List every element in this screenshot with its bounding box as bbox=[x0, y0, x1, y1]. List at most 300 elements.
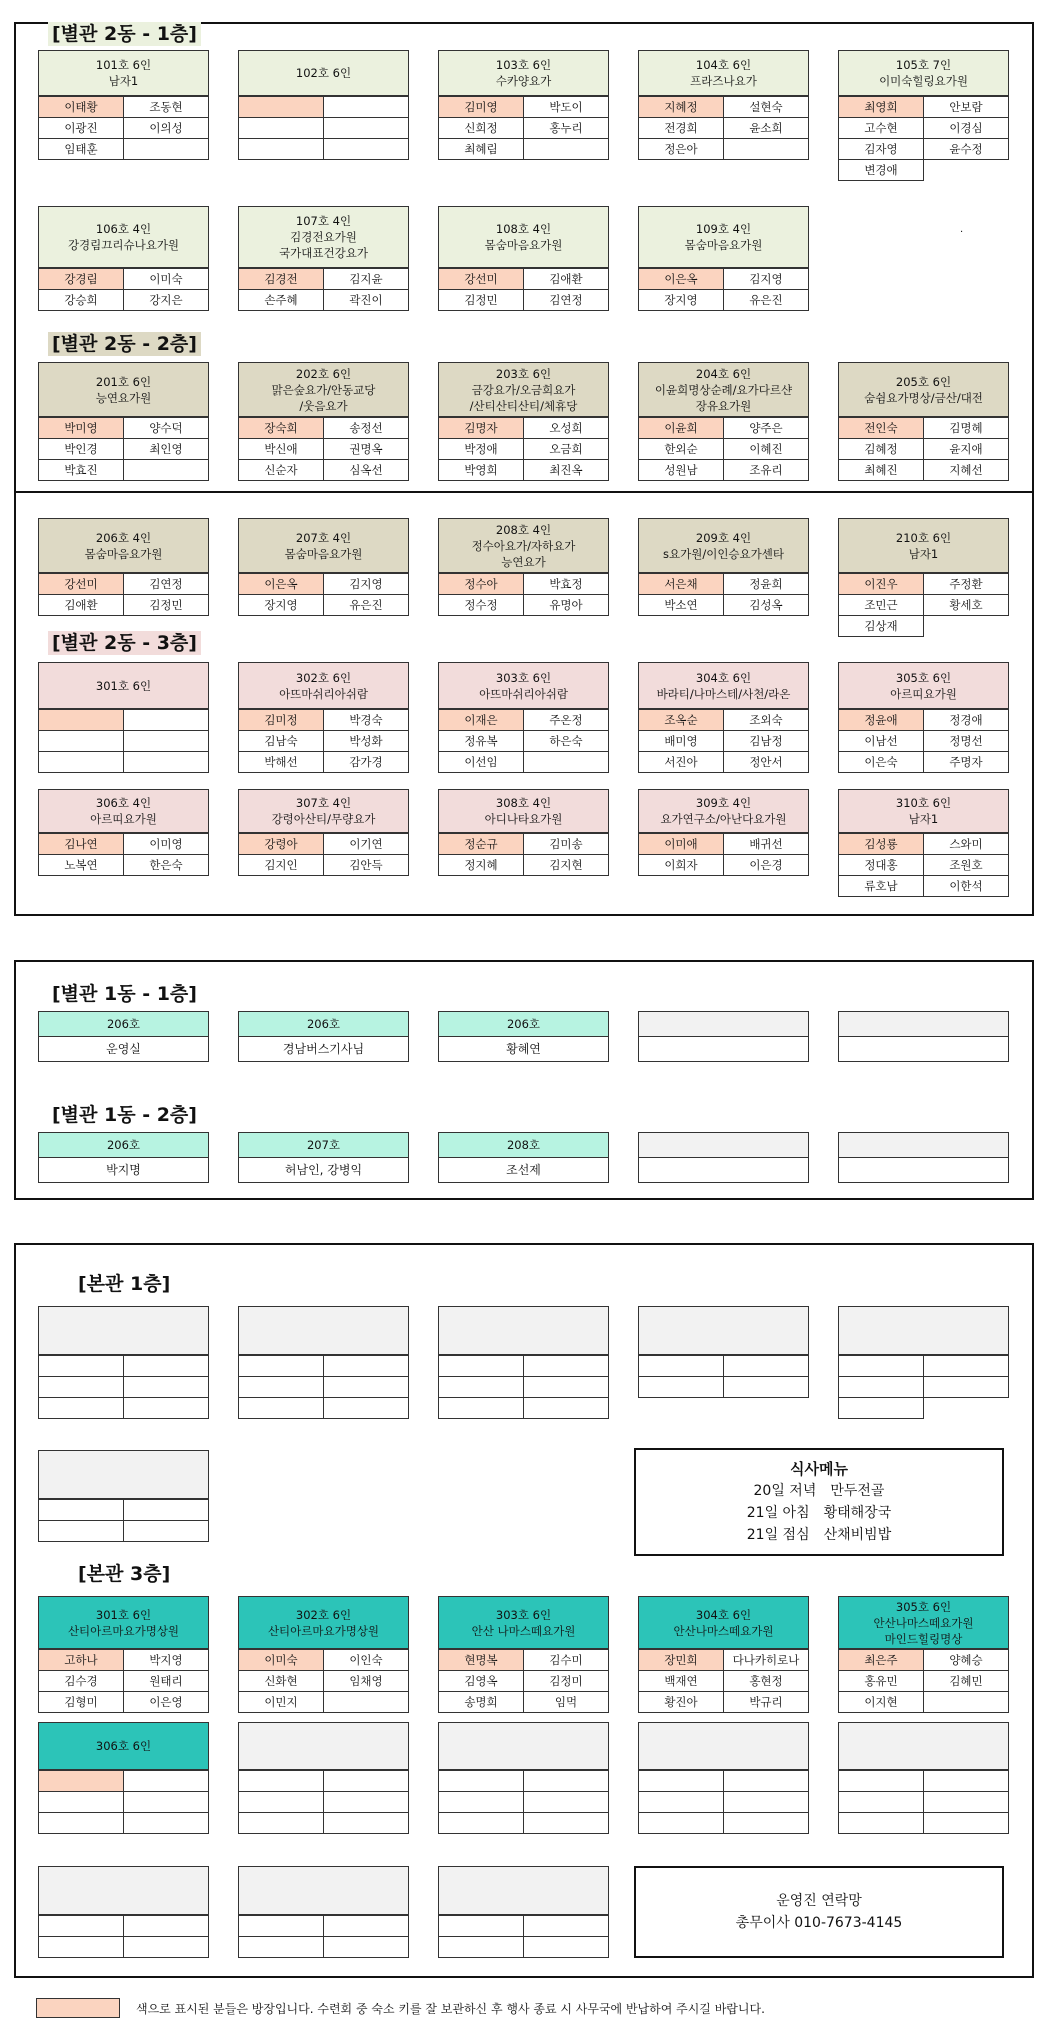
occupant-cell bbox=[439, 1377, 524, 1398]
room-group-name: /산티산티산티/체휴당 bbox=[469, 398, 578, 413]
occupant-cell: 신화현 bbox=[239, 1671, 324, 1692]
section-title-main-f3: [본관 3층] bbox=[78, 1563, 171, 1585]
occupant-cell: 유명아 bbox=[524, 595, 609, 616]
occupant-cell: 조동현 bbox=[124, 97, 209, 118]
occupant-cell bbox=[39, 1792, 124, 1813]
room-occupant-table bbox=[838, 833, 1009, 897]
occupant-cell: 지혜선 bbox=[924, 460, 1009, 481]
occupant-cell: 조선제 bbox=[438, 1158, 609, 1183]
meal-row bbox=[636, 1524, 1002, 1546]
room-title bbox=[438, 50, 609, 96]
occupant-cell: 이윤희 bbox=[639, 418, 724, 439]
room-group-name: 안산나마스떼요가원 bbox=[673, 1623, 774, 1638]
room-annex2-309 bbox=[638, 789, 809, 876]
room-group-name: 아뜨마쉬리아쉬람 bbox=[279, 686, 368, 701]
occupant-cell: 장숙희 bbox=[239, 418, 324, 439]
occupant-cell: 현명복 bbox=[439, 1650, 524, 1671]
occupant-cell bbox=[39, 1377, 124, 1398]
occupant-cell bbox=[39, 731, 124, 752]
room-occupant-table bbox=[438, 573, 609, 616]
occupant-cell: 이미숙 bbox=[239, 1650, 324, 1671]
occupant-cell: 오금희 bbox=[524, 439, 609, 460]
empty-cell bbox=[924, 1398, 1009, 1419]
occupant-cell: 정안서 bbox=[724, 752, 809, 773]
occupant-cell: 김영옥 bbox=[439, 1671, 524, 1692]
room-occupant-table bbox=[838, 573, 1009, 637]
occupant-cell: 홍누리 bbox=[524, 118, 609, 139]
occupant-cell: 이미영 bbox=[124, 834, 209, 855]
room-main3-304 bbox=[638, 1596, 809, 1713]
occupant-cell bbox=[724, 1771, 809, 1792]
room-title bbox=[838, 1722, 1009, 1770]
occupant-cell: 정순규 bbox=[439, 834, 524, 855]
room-annex2-204 bbox=[638, 362, 809, 481]
contact-box bbox=[634, 1866, 1004, 1958]
room-occupant-table bbox=[438, 268, 609, 311]
room-annex2-107 bbox=[238, 206, 409, 311]
stray-dot: . bbox=[960, 224, 964, 235]
occupant-cell bbox=[124, 710, 209, 731]
room-number-capacity: 309호 4인 bbox=[695, 796, 752, 810]
room-title bbox=[238, 789, 409, 833]
occupant-cell: 강선미 bbox=[439, 269, 524, 290]
occupant-cell: 주온정 bbox=[524, 710, 609, 731]
occupant-cell bbox=[239, 1937, 324, 1958]
occupant-cell: 신순자 bbox=[239, 460, 324, 481]
room-group-name: 국가대표건강요가 bbox=[279, 246, 368, 260]
occupant-cell: 다나카히로나 bbox=[724, 1650, 809, 1671]
occupant-cell: 곽진이 bbox=[324, 290, 409, 311]
room-annex2-308 bbox=[438, 789, 609, 876]
room-group-name: 마인드힐링명상 bbox=[884, 1631, 963, 1646]
room-title bbox=[38, 1596, 209, 1649]
room-occupant-table bbox=[638, 417, 809, 481]
room-group-name: 능연요가원 bbox=[95, 390, 152, 405]
room-occupant-table bbox=[838, 709, 1009, 773]
occupant-cell bbox=[838, 1037, 1009, 1062]
occupant-cell: 김혜정 bbox=[839, 439, 924, 460]
room-title bbox=[638, 206, 809, 268]
room-title bbox=[438, 1866, 609, 1915]
room-occupant-table bbox=[638, 573, 809, 616]
room-occupant-table bbox=[38, 417, 209, 481]
room-occupant-table bbox=[638, 96, 809, 160]
occupant-cell: 정수정 bbox=[439, 595, 524, 616]
occupant-cell: 김명자 bbox=[439, 418, 524, 439]
room-main3-empty bbox=[38, 1866, 209, 1958]
room-number-capacity: 201호 6인 bbox=[95, 374, 152, 389]
room-annex1-f2-1 bbox=[238, 1132, 409, 1183]
occupant-cell bbox=[324, 139, 409, 160]
room-annex2-102 bbox=[238, 50, 409, 160]
occupant-cell: 장지영 bbox=[239, 595, 324, 616]
room-title bbox=[838, 362, 1009, 417]
occupant-cell: 감가경 bbox=[324, 752, 409, 773]
occupant-cell: 이광진 bbox=[39, 118, 124, 139]
occupant-cell bbox=[839, 1398, 924, 1419]
meal-menu: 산채비빔밥 bbox=[823, 1527, 892, 1543]
room-group-name: 안산 나마스떼요가원 bbox=[471, 1623, 576, 1638]
occupant-cell: 원태리 bbox=[124, 1671, 209, 1692]
room-occupant-table bbox=[238, 1355, 409, 1419]
room-occupant-table bbox=[38, 1770, 209, 1834]
occupant-cell: 장민희 bbox=[639, 1650, 724, 1671]
room-group-name: 아디나타요가원 bbox=[484, 812, 563, 826]
occupant-cell: 설현숙 bbox=[724, 97, 809, 118]
occupant-cell: 김정민 bbox=[439, 290, 524, 311]
occupant-cell bbox=[124, 1813, 209, 1834]
room-number-capacity: 210호 6인 bbox=[895, 530, 952, 545]
room-annex1-f2-2 bbox=[438, 1132, 609, 1183]
room-annex2-202 bbox=[238, 362, 409, 481]
occupant-cell bbox=[439, 1916, 524, 1937]
room-occupant-table bbox=[238, 96, 409, 160]
occupant-cell: 이은숙 bbox=[839, 752, 924, 773]
room-annex2-209 bbox=[638, 518, 809, 616]
occupant-cell: 권명옥 bbox=[324, 439, 409, 460]
room-annex2-307 bbox=[238, 789, 409, 876]
occupant-cell bbox=[124, 1937, 209, 1958]
occupant-cell bbox=[124, 1377, 209, 1398]
room-title: 206호 bbox=[438, 1011, 609, 1037]
occupant-cell bbox=[439, 1937, 524, 1958]
occupant-cell: 이혜진 bbox=[724, 439, 809, 460]
occupant-cell bbox=[124, 1356, 209, 1377]
room-occupant-table bbox=[38, 96, 209, 160]
section-title-annex2-f2: [별관 2동 - 2층] bbox=[48, 332, 201, 356]
occupant-cell: 이미숙 bbox=[124, 269, 209, 290]
occupant-cell: 김연정 bbox=[524, 290, 609, 311]
room-title bbox=[438, 1306, 609, 1355]
occupant-cell: 장지영 bbox=[639, 290, 724, 311]
occupant-cell bbox=[439, 1771, 524, 1792]
room-occupant-table bbox=[438, 1915, 609, 1958]
room-occupant-table bbox=[38, 1649, 209, 1713]
occupant-cell: 김상재 bbox=[839, 616, 924, 637]
occupant-cell: 강지은 bbox=[124, 290, 209, 311]
occupant-cell: 박미영 bbox=[39, 418, 124, 439]
room-title bbox=[438, 206, 609, 268]
meal-row bbox=[636, 1480, 1002, 1502]
room-main1-empty bbox=[838, 1306, 1009, 1419]
room-main3-empty bbox=[238, 1722, 409, 1834]
occupant-cell bbox=[124, 1916, 209, 1937]
occupant-cell: 오성희 bbox=[524, 418, 609, 439]
occupant-cell bbox=[39, 1521, 124, 1542]
occupant-cell: 김나연 bbox=[39, 834, 124, 855]
room-title bbox=[238, 662, 409, 709]
occupant-cell: 강령아 bbox=[239, 834, 324, 855]
room-annex2-109 bbox=[638, 206, 809, 311]
occupant-cell: 김형미 bbox=[39, 1692, 124, 1713]
room-occupant-table bbox=[838, 1649, 1009, 1713]
occupant-cell: 윤지애 bbox=[924, 439, 1009, 460]
room-occupant-table bbox=[438, 1355, 609, 1419]
room-title bbox=[238, 1866, 409, 1915]
room-annex1-f1-2 bbox=[438, 1011, 609, 1062]
room-group-name: 남자1 bbox=[908, 546, 939, 561]
room-annex2-103 bbox=[438, 50, 609, 160]
occupant-cell bbox=[324, 1916, 409, 1937]
room-group-name: 몸숨마음요가원 bbox=[284, 546, 363, 561]
occupant-cell bbox=[39, 1813, 124, 1834]
room-number-capacity: 203호 6인 bbox=[495, 366, 552, 381]
occupant-cell: 김성룡 bbox=[839, 834, 924, 855]
section-title-annex1-f1: [별관 1동 - 1층] bbox=[52, 983, 197, 1005]
room-title bbox=[438, 789, 609, 833]
room-number-capacity: 202호 6인 bbox=[295, 366, 352, 381]
room-title bbox=[38, 1306, 209, 1355]
room-title bbox=[838, 1132, 1009, 1158]
occupant-cell: 이진우 bbox=[839, 574, 924, 595]
meal-menu: 황태해장국 bbox=[823, 1505, 892, 1521]
room-occupant-table bbox=[38, 709, 209, 773]
occupant-cell bbox=[39, 1500, 124, 1521]
room-annex2-305 bbox=[838, 662, 1009, 773]
room-title: 206호 bbox=[238, 1011, 409, 1037]
room-number-capacity: 306호 6인 bbox=[95, 1739, 152, 1753]
room-annex2-105 bbox=[838, 50, 1009, 181]
room-main3-305 bbox=[838, 1596, 1009, 1713]
room-title bbox=[638, 50, 809, 96]
room-number-capacity: 107호 4인 bbox=[295, 214, 352, 228]
room-main3-empty bbox=[438, 1866, 609, 1958]
room-occupant-table bbox=[838, 417, 1009, 481]
occupant-cell: 심옥선 bbox=[324, 460, 409, 481]
occupant-cell bbox=[639, 1356, 724, 1377]
room-annex2-203 bbox=[438, 362, 609, 481]
occupant-cell bbox=[924, 1356, 1009, 1377]
room-annex2-201 bbox=[38, 362, 209, 481]
room-occupant-table bbox=[238, 1649, 409, 1713]
contact-line: 총무이사 010-7673-4145 bbox=[735, 1915, 903, 1931]
section-title-annex2-f3: [별관 2동 - 3층] bbox=[48, 631, 201, 655]
room-title bbox=[638, 789, 809, 833]
occupant-cell bbox=[124, 139, 209, 160]
room-title: 206호 bbox=[38, 1132, 209, 1158]
occupant-cell bbox=[524, 1813, 609, 1834]
room-title bbox=[638, 1306, 809, 1355]
room-number-capacity: 209호 4인 bbox=[695, 530, 752, 545]
room-occupant-table bbox=[838, 1770, 1009, 1834]
room-title bbox=[38, 1450, 209, 1499]
occupant-cell: 서은채 bbox=[639, 574, 724, 595]
occupant-cell: 이기연 bbox=[324, 834, 409, 855]
room-main3-303 bbox=[438, 1596, 609, 1713]
occupant-cell: 정유복 bbox=[439, 731, 524, 752]
occupant-cell: 허남인, 강병익 bbox=[238, 1158, 409, 1183]
occupant-cell: 김지인 bbox=[239, 855, 324, 876]
occupant-cell bbox=[524, 1398, 609, 1419]
occupant-cell: 지혜정 bbox=[639, 97, 724, 118]
meal-when: 21일 점심 bbox=[746, 1527, 810, 1543]
occupant-cell bbox=[324, 1771, 409, 1792]
occupant-cell bbox=[639, 1792, 724, 1813]
occupant-cell: 이경심 bbox=[924, 118, 1009, 139]
room-group-name: 바라티/나마스테/사천/라온 bbox=[656, 686, 791, 701]
occupant-cell: 조원호 bbox=[924, 855, 1009, 876]
occupant-cell: 양수덕 bbox=[124, 418, 209, 439]
occupant-cell: 송명희 bbox=[439, 1692, 524, 1713]
occupant-cell: 이인숙 bbox=[324, 1650, 409, 1671]
room-title bbox=[238, 1306, 409, 1355]
room-occupant-table bbox=[38, 268, 209, 311]
room-title bbox=[638, 1596, 809, 1649]
room-main3-empty bbox=[438, 1722, 609, 1834]
room-title bbox=[838, 1596, 1009, 1649]
room-group-name: 정수아요가/자하요가 bbox=[471, 538, 576, 553]
occupant-cell: 신희정 bbox=[439, 118, 524, 139]
room-number-capacity: 204호 6인 bbox=[695, 366, 752, 381]
room-annex2-206 bbox=[38, 518, 209, 616]
occupant-cell: 김지윤 bbox=[324, 269, 409, 290]
room-title bbox=[38, 50, 209, 96]
room-group-name: 몸숨마음요가원 bbox=[84, 546, 163, 561]
occupant-cell: 안보람 bbox=[924, 97, 1009, 118]
room-title: 206호 bbox=[38, 1011, 209, 1037]
meal-menu-box bbox=[634, 1448, 1004, 1556]
occupant-cell: 배귀선 bbox=[724, 834, 809, 855]
occupant-cell: 임먹 bbox=[524, 1692, 609, 1713]
room-occupant-table bbox=[438, 1649, 609, 1713]
room-occupant-table bbox=[638, 833, 809, 876]
occupant-cell: 박성화 bbox=[324, 731, 409, 752]
room-group-name: 몸숨마음요가원 bbox=[684, 238, 763, 252]
occupant-cell: 김지영 bbox=[324, 574, 409, 595]
occupant-cell: 이희자 bbox=[639, 855, 724, 876]
occupant-cell: 김정미 bbox=[524, 1671, 609, 1692]
occupant-cell bbox=[439, 1792, 524, 1813]
occupant-cell: 박영희 bbox=[439, 460, 524, 481]
contact-title: 운영진 연락망 bbox=[776, 1893, 862, 1909]
empty-cell bbox=[924, 616, 1009, 637]
room-occupant-table bbox=[238, 1770, 409, 1834]
occupant-cell bbox=[924, 1692, 1009, 1713]
occupant-cell: 김미영 bbox=[439, 97, 524, 118]
room-title bbox=[638, 1011, 809, 1037]
room-group-name: 아뜨마쉬리아쉬람 bbox=[479, 686, 568, 701]
occupant-cell bbox=[724, 139, 809, 160]
room-group-name: 김경전요가원 bbox=[290, 230, 357, 244]
room-number-capacity: 306호 4인 bbox=[95, 796, 152, 810]
occupant-cell: 최혜림 bbox=[439, 139, 524, 160]
occupant-cell bbox=[39, 710, 124, 731]
room-title bbox=[38, 206, 209, 268]
room-occupant-table bbox=[238, 1915, 409, 1958]
room-occupant-table bbox=[38, 833, 209, 876]
occupant-cell bbox=[924, 1813, 1009, 1834]
occupant-cell: 손주혜 bbox=[239, 290, 324, 311]
occupant-cell bbox=[724, 1356, 809, 1377]
room-group-name: 수카양요가 bbox=[495, 74, 552, 88]
room-main3-306 bbox=[38, 1722, 209, 1834]
occupant-cell bbox=[124, 1771, 209, 1792]
occupant-cell bbox=[439, 1398, 524, 1419]
room-main3-empty bbox=[838, 1722, 1009, 1834]
room-occupant-table bbox=[438, 1770, 609, 1834]
room-annex2-304 bbox=[638, 662, 809, 773]
room-title bbox=[638, 1132, 809, 1158]
occupant-cell: 정윤희 bbox=[724, 574, 809, 595]
occupant-cell: 고수현 bbox=[839, 118, 924, 139]
occupant-cell: 임태훈 bbox=[39, 139, 124, 160]
occupant-cell: 박경숙 bbox=[324, 710, 409, 731]
room-group-name: 강령아산티/무량요가 bbox=[271, 812, 376, 826]
occupant-cell: 김지현 bbox=[524, 855, 609, 876]
room-number-capacity: 208호 4인 bbox=[495, 522, 552, 537]
legend-text: 색으로 표시된 분들은 방장입니다. 수련회 중 숙소 키를 잘 보관하신 후 행사 종료 시 사무국에 반납하여 주시길 바랍니다. bbox=[136, 2002, 765, 2016]
occupant-cell: 노복연 bbox=[39, 855, 124, 876]
occupant-cell bbox=[524, 1356, 609, 1377]
room-title bbox=[438, 1722, 609, 1770]
occupant-cell: 홍현정 bbox=[724, 1671, 809, 1692]
room-title bbox=[38, 1866, 209, 1915]
empty-cell bbox=[924, 160, 1009, 181]
occupant-cell bbox=[638, 1037, 809, 1062]
room-annex1-f2-3 bbox=[638, 1132, 809, 1183]
room-number-capacity: 104호 6인 bbox=[695, 58, 752, 72]
occupant-cell: 한은숙 bbox=[124, 855, 209, 876]
room-group-name: 산티아르마요가명상원 bbox=[67, 1623, 180, 1638]
occupant-cell bbox=[639, 1813, 724, 1834]
occupant-cell: 정대홍 bbox=[839, 855, 924, 876]
occupant-cell: 유은진 bbox=[324, 595, 409, 616]
room-occupant-table bbox=[38, 1499, 209, 1542]
room-main3-empty bbox=[238, 1866, 409, 1958]
room-annex2-302 bbox=[238, 662, 409, 773]
occupant-cell: 이은옥 bbox=[639, 269, 724, 290]
occupant-cell bbox=[324, 1937, 409, 1958]
room-occupant-table bbox=[638, 1355, 809, 1398]
room-occupant-table bbox=[438, 417, 609, 481]
occupant-cell bbox=[39, 1771, 124, 1792]
room-group-name: 아르띠요가원 bbox=[890, 686, 957, 701]
room-title bbox=[38, 1722, 209, 1770]
room-title bbox=[438, 662, 609, 709]
room-number-capacity: 109호 4인 bbox=[695, 222, 752, 236]
room-occupant-table bbox=[38, 573, 209, 616]
occupant-cell bbox=[724, 1792, 809, 1813]
room-main3-301 bbox=[38, 1596, 209, 1713]
occupant-cell bbox=[39, 1398, 124, 1419]
room-title bbox=[838, 1306, 1009, 1355]
occupant-cell: 변경애 bbox=[839, 160, 924, 181]
occupant-cell bbox=[839, 1771, 924, 1792]
occupant-cell: 이은경 bbox=[724, 855, 809, 876]
room-title bbox=[838, 518, 1009, 573]
occupant-cell: 김애환 bbox=[524, 269, 609, 290]
occupant-cell: 김남정 bbox=[724, 731, 809, 752]
occupant-cell bbox=[639, 1377, 724, 1398]
room-occupant-table bbox=[238, 573, 409, 616]
room-title bbox=[838, 662, 1009, 709]
room-annex1-f1-1 bbox=[238, 1011, 409, 1062]
occupant-cell bbox=[239, 1377, 324, 1398]
occupant-cell: 김연정 bbox=[124, 574, 209, 595]
occupant-cell: 주명자 bbox=[924, 752, 1009, 773]
occupant-cell: 한외순 bbox=[639, 439, 724, 460]
room-annex1-f1-4 bbox=[838, 1011, 1009, 1062]
room-main1-empty bbox=[38, 1450, 209, 1542]
occupant-cell: 이태황 bbox=[39, 97, 124, 118]
room-occupant-table bbox=[638, 1649, 809, 1713]
occupant-cell bbox=[39, 1356, 124, 1377]
occupant-cell bbox=[324, 97, 409, 118]
room-title bbox=[438, 518, 609, 573]
occupant-cell: 스와미 bbox=[924, 834, 1009, 855]
room-annex1-f2-4 bbox=[838, 1132, 1009, 1183]
occupant-cell bbox=[839, 1356, 924, 1377]
